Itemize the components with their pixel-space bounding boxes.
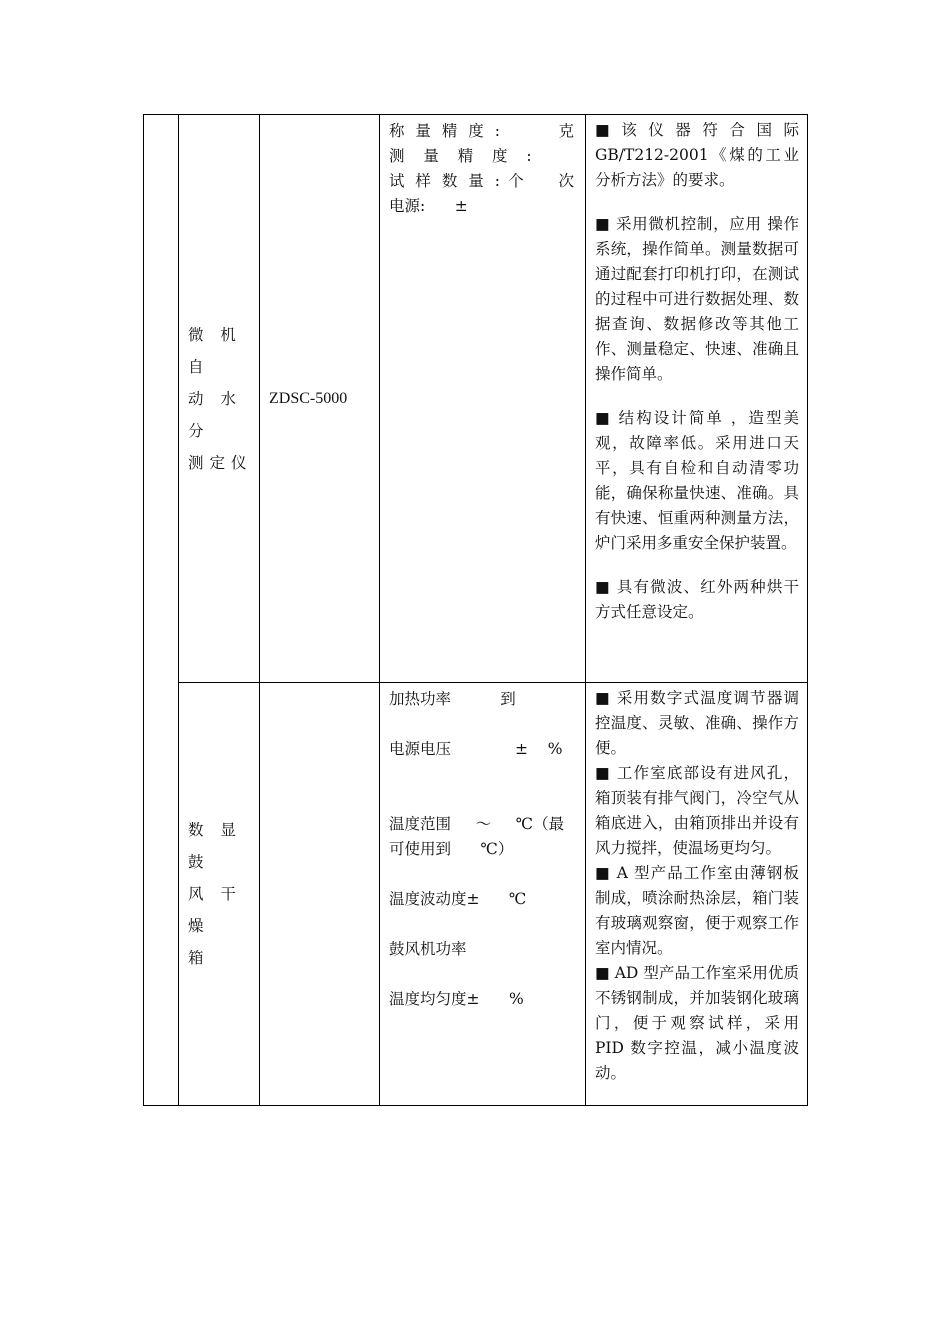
model-number: ZDSC-5000 — [269, 389, 348, 407]
index-column-cell — [144, 115, 179, 1106]
feature-paragraph: ■ 采用数字式温度调节器调控温度、灵敏、准确、操作方便。 — [595, 689, 799, 757]
model-cell — [260, 115, 380, 683]
equipment-name-line: 数 显 鼓 — [188, 821, 242, 871]
description-cell — [586, 683, 808, 1106]
model-cell — [260, 683, 380, 1106]
parameter-line — [389, 787, 577, 812]
parameter-line: 温度均匀度± % — [389, 990, 524, 1008]
parameter-line: 温度范围 ～ ℃（最 — [389, 815, 565, 833]
parameters-cell — [380, 683, 586, 1106]
parameter-line — [389, 912, 577, 937]
parameter-line: 电源: ± — [389, 197, 468, 215]
feature-paragraph: ■ 结构设计简单 ，造型美观，故障率低。采用进口天平，具有自检和自动清零功能，确保称量快速、准确。具有快速、恒重两种测量方法，炉门采用多重安全保护装置。 — [595, 409, 799, 552]
equipment-name-cell — [179, 115, 260, 683]
parameter-line — [389, 712, 577, 737]
equipment-name-line: 微 机 自 — [188, 325, 242, 376]
parameter-line: 测 量 精 度 : — [389, 147, 535, 165]
parameter-line: 试 样 数 量 : 个 次 — [389, 172, 577, 190]
feature-paragraph: ■ 该 仪 器 符 合 国 际 GB/T212-2001《煤的工业分析方法》的要求。 — [595, 121, 799, 189]
equipment-spec-table — [143, 114, 808, 1106]
parameter-line: 加热功率 到 — [389, 690, 516, 708]
parameter-line — [389, 962, 577, 987]
feature-paragraph: ■ 工作室底部设有进风孔，箱顶装有排气阀门，冷空气从箱底进入，由箱顶排出并设有风力搅拌，使温场更均匀。 — [595, 764, 799, 857]
table-row — [144, 683, 808, 1106]
parameter-line: 可使用到 ℃） — [389, 840, 514, 858]
equipment-name-line: 动 水 分 — [188, 389, 242, 440]
equipment-name-cell — [179, 683, 260, 1106]
equipment-name-line: 测定仪 — [188, 453, 253, 472]
table-row — [144, 115, 808, 683]
feature-paragraph: ■ A 型产品工作室由薄钢板制成，喷涂耐热涂层，箱门装有玻璃观察窗，便于观察工作室内情况。 — [595, 864, 799, 957]
parameter-line: 称 量 精 度 : 克 — [389, 122, 577, 140]
feature-paragraph: ■ AD 型产品工作室采用优质不锈钢制成，并加装钢化玻璃门，便于观察试样，采用 PID 数字控温，减小温度波动。 — [595, 964, 799, 1082]
feature-paragraph: ■ 采用微机控制，应用 操作系统，操作简单。测量数据可通过配套打印机打印，在测试的过程中可进行数据处理、数据查询、数据修改等其他工作、测量稳定、快速、准确且操作简单。 — [595, 215, 799, 383]
parameter-line: 温度波动度± ℃ — [389, 890, 527, 908]
parameter-line: 电源电压 ± % — [389, 740, 563, 758]
parameter-line — [389, 862, 577, 887]
feature-paragraph: ■ 具有微波、红外两种烘干方式任意设定。 — [595, 578, 799, 621]
equipment-name-line: 箱 — [188, 949, 210, 967]
parameter-line — [389, 762, 577, 787]
parameter-line: 鼓风机功率 — [389, 940, 467, 958]
equipment-name-line: 风 干 燥 — [188, 885, 242, 935]
description-cell — [586, 115, 808, 683]
parameters-cell — [380, 115, 586, 683]
